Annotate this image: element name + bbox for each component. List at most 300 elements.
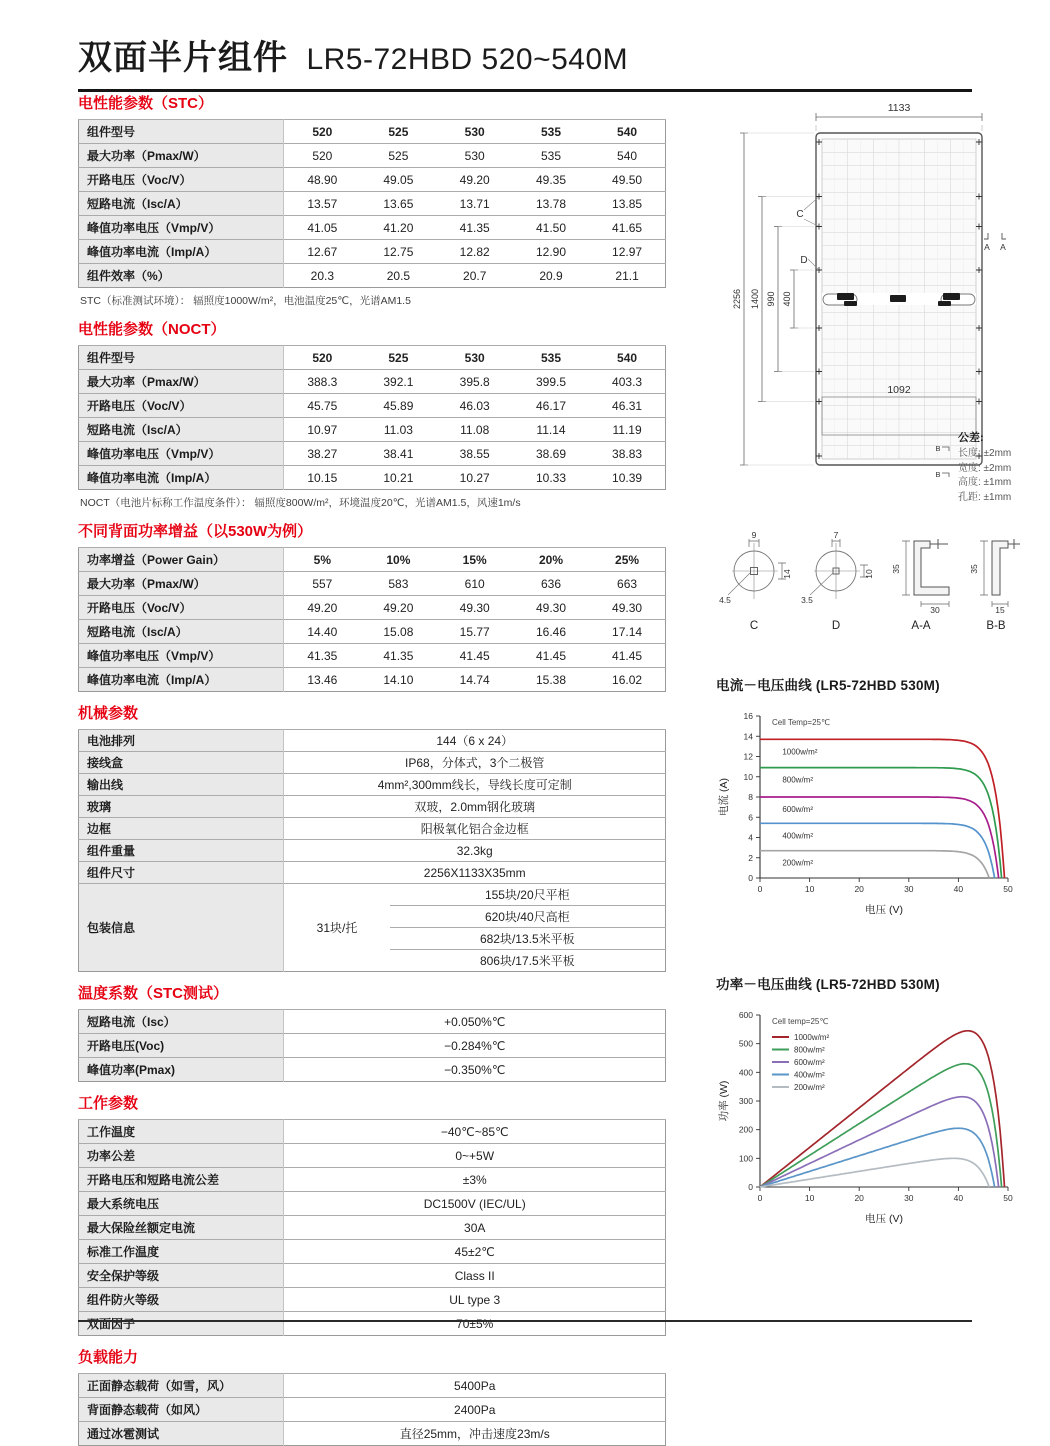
tolerance-hole: 孔距: ±1mm <box>958 491 1012 503</box>
row-value: 38.83 <box>589 442 665 466</box>
row-label: 正面静态载荷（如雪，风） <box>79 1374 284 1398</box>
tolerance-height: 高度: ±1mm <box>958 477 1012 488</box>
dim-width-line <box>816 113 982 131</box>
packing-label: 包装信息 <box>79 884 284 972</box>
row-value: 10.27 <box>437 466 513 490</box>
row-label: 标准工作温度 <box>79 1240 284 1264</box>
series-label: 200w/m² <box>782 858 814 868</box>
packing-option: 682块/13.5米平板 <box>390 928 666 950</box>
legend-label: 800w/m² <box>794 1045 825 1055</box>
svg-text:14: 14 <box>782 569 792 579</box>
temp-coeff-table <box>78 1009 666 1082</box>
row-value: 41.05 <box>284 216 360 240</box>
row-value: 399.5 <box>513 370 589 394</box>
table-row <box>79 264 666 288</box>
section-heading-temp-coeff: 温度系数（STC测试） <box>78 985 229 1002</box>
row-value: 530 <box>437 120 513 144</box>
cross-sections-row <box>716 529 1024 632</box>
row-label: 功率增益（Power Gain） <box>79 548 284 572</box>
row-value: 535 <box>513 120 589 144</box>
row-label: 组件型号 <box>79 120 284 144</box>
load-table <box>78 1373 666 1446</box>
row-value: 41.50 <box>513 216 589 240</box>
row-value: 38.27 <box>284 442 360 466</box>
cross-section-d-caption: D <box>831 620 841 632</box>
y-tick-label: 400 <box>738 1067 753 1078</box>
row-value: 41.35 <box>360 644 436 668</box>
page-title: 双面半片组件 <box>78 39 288 77</box>
table-row <box>79 1120 666 1144</box>
legend-label: 400w/m² <box>794 1070 825 1080</box>
page-title-model: LR5-72HBD 520~540M <box>306 43 629 76</box>
row-value: 46.17 <box>513 394 589 418</box>
cross-section-c-drawing <box>716 529 792 613</box>
row-value: 直径25mm，冲击速度23m/s <box>284 1422 666 1446</box>
table-row <box>79 1144 666 1168</box>
legend-label: 600w/m² <box>794 1058 825 1067</box>
row-value: 20.9 <box>513 264 589 288</box>
dim-1400-label: 1400 <box>750 288 760 310</box>
table-row <box>79 216 666 240</box>
row-label: 安全保护等级 <box>79 1264 284 1288</box>
row-value: 41.20 <box>360 216 436 240</box>
mechanical-table <box>78 729 666 972</box>
section-a-marks <box>984 233 1006 252</box>
row-value: 13.57 <box>284 192 360 216</box>
table-row <box>79 370 666 394</box>
row-value: 45.75 <box>284 394 360 418</box>
row-value: 530 <box>437 346 513 370</box>
row-value: 10.33 <box>513 466 589 490</box>
row-value: 41.45 <box>513 644 589 668</box>
row-value: 636 <box>513 572 589 596</box>
row-value: 144（6 x 24） <box>284 730 666 752</box>
row-value: 41.35 <box>437 216 513 240</box>
row-value: 0~+5W <box>284 1144 666 1168</box>
row-label: 开路电压（Voc/V） <box>79 394 284 418</box>
section-heading-mechanical: 机械参数 <box>78 705 139 722</box>
callout-d-label: D <box>800 255 808 266</box>
svg-text:A: A <box>1000 242 1006 252</box>
table-row <box>79 1398 666 1422</box>
row-value: 46.03 <box>437 394 513 418</box>
row-label: 通过冰雹测试 <box>79 1422 284 1446</box>
tolerance-title: 公差: <box>958 432 984 445</box>
row-value: 15.77 <box>437 620 513 644</box>
cross-section-c <box>716 529 792 632</box>
table-row <box>79 168 666 192</box>
row-label: 峰值功率电流（Imp/A） <box>79 668 284 692</box>
table-row <box>79 596 666 620</box>
iv-chart <box>716 702 1032 925</box>
series-label: 1000w/m² <box>782 747 818 757</box>
row-value: 10.39 <box>589 466 665 490</box>
row-value: 15.08 <box>360 620 436 644</box>
row-value: 14.74 <box>437 668 513 692</box>
row-label: 最大功率（Pmax/W） <box>79 144 284 168</box>
footer-rule <box>78 1320 972 1322</box>
y-tick-label: 2 <box>748 852 753 863</box>
row-value: 12.82 <box>437 240 513 264</box>
row-value: 540 <box>589 120 665 144</box>
y-tick-label: 8 <box>748 792 753 802</box>
row-value: 403.3 <box>589 370 665 394</box>
y-axis-label: 电流 (A) <box>718 778 730 816</box>
table-row <box>79 752 666 774</box>
table-row <box>79 1312 666 1336</box>
y-tick-label: 300 <box>738 1096 753 1106</box>
svg-text:B: B <box>935 444 941 453</box>
y-tick-label: 600 <box>738 1010 753 1020</box>
cross-section-aa-drawing <box>880 529 962 613</box>
row-value: 663 <box>589 572 665 596</box>
dim-400-label: 400 <box>782 291 792 307</box>
x-tick-label: 30 <box>904 1193 914 1203</box>
row-label: 最大功率（Pmax/W） <box>79 572 284 596</box>
table-row <box>79 548 666 572</box>
row-value: 20% <box>513 548 589 572</box>
svg-text:7: 7 <box>833 530 839 540</box>
svg-text:4.5: 4.5 <box>719 595 731 605</box>
row-label: 组件效率（%） <box>79 264 284 288</box>
row-value: 10.21 <box>360 466 436 490</box>
row-value: −40℃~85℃ <box>284 1120 666 1144</box>
row-value: 525 <box>360 144 436 168</box>
table-row <box>79 120 666 144</box>
table-row <box>79 1192 666 1216</box>
row-value: 530 <box>437 144 513 168</box>
dim-990-label: 990 <box>766 291 776 307</box>
row-label: 边框 <box>79 818 284 840</box>
row-label: 开路电压和短路电流公差 <box>79 1168 284 1192</box>
table-row <box>79 796 666 818</box>
y-tick-label: 12 <box>743 751 753 762</box>
row-value: 610 <box>437 572 513 596</box>
row-label: 峰值功率电压（Vmp/V） <box>79 442 284 466</box>
page-header <box>78 30 972 92</box>
row-value: Class II <box>284 1264 666 1288</box>
x-tick-label: 40 <box>953 1193 964 1203</box>
y-tick-label: 6 <box>748 812 753 823</box>
row-value: 25% <box>589 548 665 572</box>
row-value: 48.90 <box>284 168 360 192</box>
table-row <box>79 1288 666 1312</box>
row-value: 45±2℃ <box>284 1240 666 1264</box>
row-value: 10.97 <box>284 418 360 442</box>
packing-row <box>79 884 666 906</box>
row-value: 13.46 <box>284 668 360 692</box>
row-label: 最大功率（Pmax/W） <box>79 370 284 394</box>
row-value: 11.03 <box>360 418 436 442</box>
dim-2256-label: 2256 <box>732 288 742 310</box>
table-row <box>79 466 666 490</box>
pv-chart <box>716 1001 1032 1234</box>
row-value: 20.7 <box>437 264 513 288</box>
row-value: 38.69 <box>513 442 589 466</box>
row-value: 45.89 <box>360 394 436 418</box>
x-axis-label: 电压 (V) <box>865 904 903 916</box>
row-value: 49.05 <box>360 168 436 192</box>
svg-text:30: 30 <box>930 605 940 615</box>
cross-section-bb-drawing <box>968 529 1024 613</box>
x-tick-label: 50 <box>1003 1193 1013 1203</box>
series-label: 600w/m² <box>782 805 814 814</box>
y-tick-label: 14 <box>743 731 753 742</box>
table-row <box>79 1374 666 1398</box>
y-tick-label: 200 <box>738 1124 753 1135</box>
gain-table <box>78 547 666 692</box>
row-label: 组件防火等级 <box>79 1288 284 1312</box>
table-row <box>79 240 666 264</box>
svg-text:B: B <box>935 470 941 479</box>
tolerance-block <box>958 431 1032 505</box>
y-tick-label: 500 <box>738 1038 753 1049</box>
table-row <box>79 840 666 862</box>
section-heading-gain: 不同背面功率增益（以530W为例） <box>78 523 313 540</box>
y-tick-label: 0 <box>748 1182 753 1192</box>
row-label: 开路电压(Voc) <box>79 1034 284 1058</box>
row-label: 接线盒 <box>79 752 284 774</box>
row-value: 49.30 <box>513 596 589 620</box>
table-row <box>79 862 666 884</box>
tolerance-length: 长度: ±2mm <box>958 448 1012 459</box>
row-value: 双玻，2.0mm钢化玻璃 <box>284 796 666 818</box>
row-label: 组件尺寸 <box>79 862 284 884</box>
row-label: 功率公差 <box>79 1144 284 1168</box>
cross-section-bb-caption: B-B <box>986 620 1006 632</box>
row-value: 14.10 <box>360 668 436 692</box>
table-row <box>79 442 666 466</box>
table-row <box>79 144 666 168</box>
svg-text:15: 15 <box>995 605 1005 615</box>
row-value: 49.35 <box>513 168 589 192</box>
row-value: 535 <box>513 346 589 370</box>
cross-section-aa-caption: A-A <box>911 620 931 632</box>
y-tick-label: 100 <box>738 1153 753 1164</box>
row-value: 46.31 <box>589 394 665 418</box>
table-row <box>79 1240 666 1264</box>
table-row <box>79 192 666 216</box>
row-value: 20.3 <box>284 264 360 288</box>
row-label: 开路电压（Voc/V） <box>79 596 284 620</box>
row-value: 49.20 <box>437 168 513 192</box>
row-value: 41.45 <box>589 644 665 668</box>
table-row <box>79 730 666 752</box>
table-row <box>79 346 666 370</box>
row-label: 组件重量 <box>79 840 284 862</box>
stc-footnote: STC（标准测试环境）： 辐照度1000W/m²，电池温度25℃，光谱AM1.5 <box>80 295 411 307</box>
table-row <box>79 1034 666 1058</box>
row-label: 短路电流（Isc/A） <box>79 192 284 216</box>
row-value: 49.50 <box>589 168 665 192</box>
row-value: 2400Pa <box>284 1398 666 1422</box>
row-value: 21.1 <box>589 264 665 288</box>
working-table <box>78 1119 666 1336</box>
row-value: 38.55 <box>437 442 513 466</box>
pv-chart-title: 功率－电压曲线 (LR5-72HBD 530M) <box>716 977 940 992</box>
row-value: 13.65 <box>360 192 436 216</box>
table-row <box>79 668 666 692</box>
row-value: 525 <box>360 120 436 144</box>
packing-pallet: 31块/托 <box>284 884 390 972</box>
module-drawing-wrap <box>716 95 1032 523</box>
row-value: 2256X1133X35mm <box>284 862 666 884</box>
svg-text:35: 35 <box>891 564 901 574</box>
y-tick-label: 0 <box>748 873 753 883</box>
noct-table <box>78 345 666 490</box>
row-value: 13.85 <box>589 192 665 216</box>
x-tick-label: 0 <box>757 884 763 894</box>
cross-section-d-drawing <box>798 529 874 613</box>
row-value: 540 <box>589 346 665 370</box>
tolerance-width: 宽度: ±2mm <box>958 462 1012 474</box>
row-value: 10% <box>360 548 436 572</box>
row-label: 短路电流（Isc/A） <box>79 620 284 644</box>
row-label: 最大系统电压 <box>79 1192 284 1216</box>
row-value: 16.46 <box>513 620 589 644</box>
row-label: 短路电流（Isc） <box>79 1010 284 1034</box>
y-tick-label: 16 <box>743 711 753 721</box>
row-label: 开路电压（Voc/V） <box>79 168 284 192</box>
row-value: 15% <box>437 548 513 572</box>
row-value: DC1500V (IEC/UL) <box>284 1192 666 1216</box>
noct-footnote: NOCT（电池片标称工作温度条件）： 辐照度800W/m²，环境温度20℃，光谱AM1.5，风速1m/s <box>80 497 521 509</box>
row-value: 16.02 <box>589 668 665 692</box>
table-row <box>79 394 666 418</box>
x-tick-label: 50 <box>1003 884 1013 894</box>
row-value: 11.14 <box>513 418 589 442</box>
x-tick-label: 0 <box>757 1193 763 1203</box>
row-value: 15.38 <box>513 668 589 692</box>
row-value: 70±5% <box>284 1312 666 1336</box>
row-value: 阳极氧化铝合金边框 <box>284 818 666 840</box>
iv-chart-svg <box>716 702 1018 920</box>
y-axis-label: 功率 (W) <box>718 1080 730 1122</box>
row-label: 背面静态载荷（如风） <box>79 1398 284 1422</box>
legend-label: 1000w/m² <box>794 1033 830 1042</box>
row-value: −0.284%℃ <box>284 1034 666 1058</box>
row-value: 12.90 <box>513 240 589 264</box>
row-value: 41.35 <box>284 644 360 668</box>
chart-annotation: Cell Temp=25℃ <box>772 718 830 727</box>
x-tick-label: 20 <box>854 884 864 894</box>
row-value: 13.71 <box>437 192 513 216</box>
x-tick-label: 30 <box>904 884 914 894</box>
row-value: 38.41 <box>360 442 436 466</box>
section-heading-load: 负载能力 <box>78 1349 139 1366</box>
row-value: 30A <box>284 1216 666 1240</box>
row-value: 4mm²,300mm线长，导线长度可定制 <box>284 774 666 796</box>
row-label: 峰值功率(Pmax) <box>79 1058 284 1082</box>
pv-chart-svg <box>716 1001 1018 1229</box>
cross-section-bb <box>968 529 1024 632</box>
row-value: 49.30 <box>437 596 513 620</box>
x-tick-label: 20 <box>854 1193 864 1203</box>
legend-label: 200w/m² <box>794 1083 825 1092</box>
row-label: 峰值功率电压（Vmp/V） <box>79 644 284 668</box>
packing-option: 155块/20尺平柜 <box>390 884 666 906</box>
series-400w/m² <box>760 1128 995 1187</box>
y-tick-label: 10 <box>743 771 753 782</box>
table-row <box>79 818 666 840</box>
row-label: 输出线 <box>79 774 284 796</box>
row-value: 49.20 <box>360 596 436 620</box>
x-tick-label: 10 <box>804 884 815 894</box>
row-label: 峰值功率电压（Vmp/V） <box>79 216 284 240</box>
row-value: 557 <box>284 572 360 596</box>
row-value: 17.14 <box>589 620 665 644</box>
row-value: 12.67 <box>284 240 360 264</box>
drawing-column <box>716 95 1032 1234</box>
table-row <box>79 774 666 796</box>
row-label: 玻璃 <box>79 796 284 818</box>
svg-text:9: 9 <box>751 530 757 540</box>
dim-width-label: 1133 <box>887 102 911 114</box>
row-label: 电池排列 <box>79 730 284 752</box>
row-value: 520 <box>284 120 360 144</box>
row-value: 41.65 <box>589 216 665 240</box>
row-value: 520 <box>284 346 360 370</box>
row-value: ±3% <box>284 1168 666 1192</box>
cross-section-c-caption: C <box>749 620 759 632</box>
iv-chart-title: 电流－电压曲线 (LR5-72HBD 530M) <box>716 678 940 693</box>
svg-text:10: 10 <box>864 569 874 579</box>
row-label: 双面因子 <box>79 1312 284 1336</box>
stc-table <box>78 119 666 288</box>
row-value: 11.08 <box>437 418 513 442</box>
row-value: −0.350%℃ <box>284 1058 666 1082</box>
row-label: 工作温度 <box>79 1120 284 1144</box>
row-value: 525 <box>360 346 436 370</box>
row-value: 395.8 <box>437 370 513 394</box>
dim-bottom-label: 1092 <box>887 384 911 396</box>
row-value: 49.20 <box>284 596 360 620</box>
y-tick-label: 4 <box>748 832 753 843</box>
row-value: 10.15 <box>284 466 360 490</box>
table-row <box>79 572 666 596</box>
table-row <box>79 1168 666 1192</box>
series-label: 400w/m² <box>782 831 814 841</box>
row-label: 峰值功率电流（Imp/A） <box>79 466 284 490</box>
row-label: 组件型号 <box>79 346 284 370</box>
row-value: 20.5 <box>360 264 436 288</box>
x-tick-label: 40 <box>953 884 964 894</box>
table-row <box>79 1264 666 1288</box>
cross-section-aa <box>880 529 962 632</box>
row-value: 5% <box>284 548 360 572</box>
table-row <box>79 1058 666 1082</box>
row-value: 5400Pa <box>284 1374 666 1398</box>
parameters-column <box>78 92 666 1446</box>
packing-option: 806块/17.5米平板 <box>390 950 666 972</box>
svg-text:A: A <box>984 242 990 252</box>
table-row <box>79 418 666 442</box>
row-value: +0.050%℃ <box>284 1010 666 1034</box>
x-tick-label: 10 <box>804 1193 815 1203</box>
row-value: 392.1 <box>360 370 436 394</box>
row-label: 最大保险丝额定电流 <box>79 1216 284 1240</box>
callout-c-label: C <box>796 209 804 220</box>
table-row <box>79 1216 666 1240</box>
table-row <box>79 1010 666 1034</box>
x-axis-label: 电压 (V) <box>865 1213 903 1225</box>
table-row <box>79 620 666 644</box>
row-value: 12.97 <box>589 240 665 264</box>
section-heading-noct: 电性能参数（NOCT） <box>78 321 226 338</box>
row-value: 12.75 <box>360 240 436 264</box>
row-value: 583 <box>360 572 436 596</box>
series-label: 800w/m² <box>782 775 814 785</box>
